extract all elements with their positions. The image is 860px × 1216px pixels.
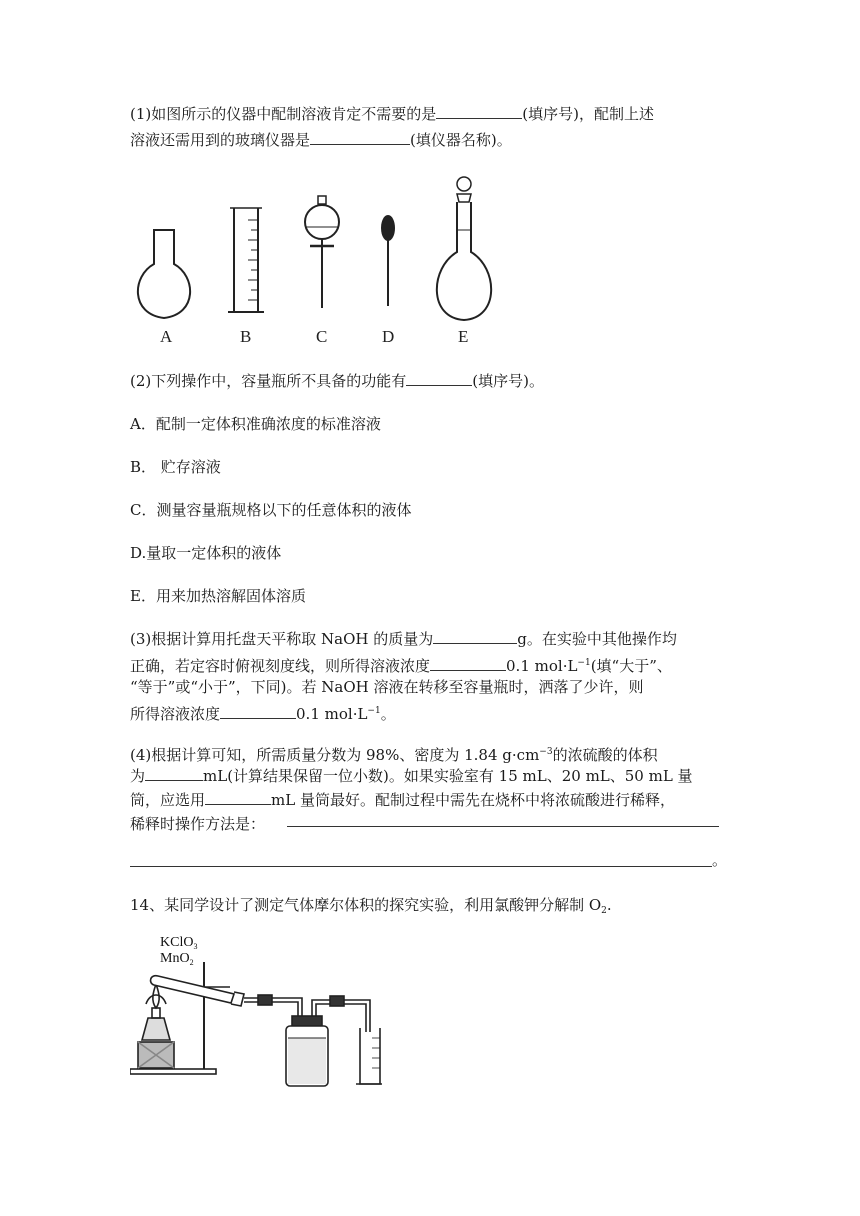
q3-unit-1: 0.1 mol·L [506, 657, 578, 675]
q2-option-c: C．测量容量瓶规格以下的任意体积的液体 [130, 501, 412, 519]
q4-text-3a: 筒，应选用 [130, 791, 206, 809]
label-b: B [240, 327, 252, 346]
q1-line-1 [130, 102, 730, 126]
label-a: A [160, 327, 173, 346]
q3-line-1 [130, 627, 730, 651]
q1-text-c: 溶液还需用到的玻璃仪器是 [130, 131, 311, 149]
answer-blank-7[interactable] [145, 764, 203, 781]
q2-text-b: (填序号)。 [472, 372, 544, 390]
q4-end: 。 [712, 851, 728, 869]
q1-text-a: (1)如图所示的仪器中配制溶液肯定不需要的是 [130, 105, 437, 123]
label-e: E [458, 327, 469, 346]
q4-text-2b: mL(计算结果保留一位小数)。如果实验室有 15 mL、20 mL、50 mL 量 [203, 767, 693, 785]
q4-unit-sup: −3 [539, 747, 553, 757]
gas-volume-setup-figure [130, 932, 382, 1088]
lab-jack-icon [138, 1042, 174, 1068]
q3-text-1b: g。在实验中其他操作均 [517, 630, 677, 648]
q2-option-d: D.量取一定体积的液体 [130, 544, 282, 562]
q4-line-4: 稀释时操作方法是： [130, 815, 266, 833]
q3-text-2a: 正确，若定容时俯视刻度线，则所得溶液浓度 [130, 657, 431, 675]
alcohol-lamp-icon [142, 984, 170, 1040]
label-c: C [316, 327, 328, 346]
q4-line-2 [130, 764, 730, 788]
answer-blank-8[interactable] [205, 788, 271, 805]
reagent-label-2: MnO$_2$ [160, 951, 194, 967]
reagent-label-1: KClO$_3$ [160, 935, 198, 951]
q3-text-4c: 。 [380, 705, 396, 723]
glassware-figure [130, 172, 510, 350]
q4-text-1b: 的浓硫酸的体积 [552, 746, 658, 764]
q1-text-d: (填仪器名称)。 [410, 131, 512, 149]
q3-unit-1-sup: −1 [577, 658, 591, 668]
q14-sub: 2 [601, 906, 607, 916]
q3-line-2 [130, 651, 730, 678]
q4-line-3 [130, 788, 730, 812]
q4-line-1 [130, 740, 730, 767]
answer-blank-3[interactable] [406, 369, 472, 386]
label-d: D [382, 327, 395, 346]
q3-line-3: “等于”或“小于”，下同)。若 NaOH 溶液在转移至容量瓶时，洒落了少许，则 [130, 678, 644, 696]
q14-text-a: 14、某同学设计了测定气体摩尔体积的探究实验，利用氯酸钾分解制 O [130, 896, 602, 914]
q4-text-2a: 为 [130, 767, 146, 785]
q14-text-b: . [606, 896, 612, 914]
q1-text-b: (填序号)，配制上述 [522, 105, 654, 123]
q2-stem [130, 369, 730, 393]
q2-option-a: A．配制一定体积准确浓度的标准溶液 [130, 415, 381, 433]
q1-line-2 [130, 128, 730, 152]
answer-blank-4[interactable] [433, 627, 517, 644]
q3-text-2c: (填“大于”、 [590, 657, 672, 675]
answer-blank-1[interactable] [436, 102, 522, 119]
q3-text-4a: 所得溶液浓度 [130, 705, 221, 723]
volumetric-flask-icon [437, 177, 491, 320]
q2-option-e: E．用来加热溶解固体溶质 [130, 587, 306, 605]
graduated-cylinder-icon [228, 208, 264, 312]
q14-text [130, 893, 730, 923]
q3-text-1a: (3)根据计算用托盘天平称取 NaOH 的质量为 [130, 630, 434, 648]
answer-blank-2[interactable] [310, 128, 410, 145]
answer-blank-6[interactable] [220, 702, 296, 719]
dropper-icon [382, 216, 394, 306]
separatory-funnel-icon [305, 196, 339, 308]
answer-blank-9a[interactable] [287, 826, 719, 827]
answer-blank-5[interactable] [430, 654, 506, 671]
water-bottle-icon [286, 1016, 328, 1086]
q4-text-1a: (4)根据计算可知，所需质量分数为 98%、密度为 1.84 g·cm [130, 746, 540, 764]
q2-text-a: (2)下列操作中，容量瓶所不具备的功能有 [130, 372, 407, 390]
q3-unit-2-sup: −1 [367, 706, 381, 716]
measuring-cylinder-icon [356, 1028, 382, 1084]
answer-blank-9b[interactable] [130, 866, 712, 867]
q3-line-4 [130, 699, 730, 726]
q4-text-3b: mL 量筒最好。配制过程中需先在烧杯中将浓硫酸进行稀释， [271, 791, 675, 809]
q2-option-b: B． 贮存溶液 [130, 458, 221, 476]
round-bottom-flask-icon [138, 230, 190, 318]
q3-unit-2: 0.1 mol·L [296, 705, 368, 723]
